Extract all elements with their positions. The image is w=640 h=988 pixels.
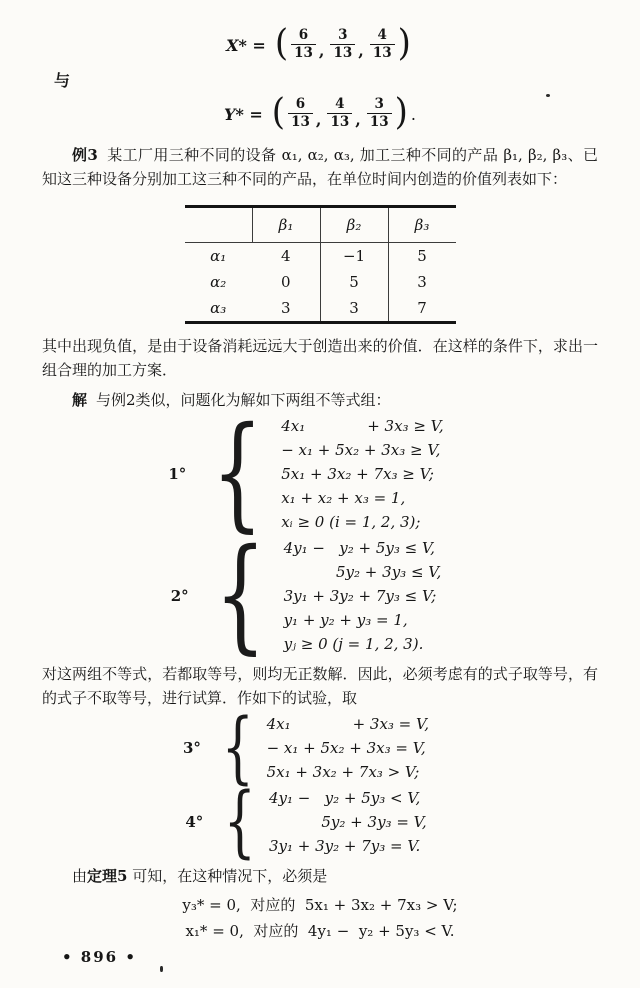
system-lines — [267, 712, 429, 784]
column-header: β₂ — [320, 207, 388, 243]
table-cell: 5 — [320, 269, 388, 295]
table-row — [185, 269, 456, 295]
formula-lhs: Y* = — [224, 104, 263, 124]
page-number: • 896 • — [62, 948, 137, 966]
comma: , — [355, 109, 361, 129]
theorem-label: 定理5 — [87, 867, 128, 885]
table-header-row — [185, 207, 456, 243]
ink-speck — [160, 966, 163, 972]
formula-y-star — [42, 91, 598, 137]
equation-line: − x₁ + 5x₂ + 3x₃ = V, — [266, 739, 426, 757]
numerator: 4 — [335, 96, 345, 113]
row-label: α₃ — [210, 299, 227, 317]
formula-tail: . — [410, 104, 416, 124]
column-header: β₃ — [388, 207, 456, 243]
table-row — [185, 295, 456, 323]
numerator: 6 — [298, 27, 309, 44]
table-body — [185, 243, 456, 323]
trial-paragraph — [42, 662, 598, 710]
equation-line: 5x₁ + 3x₂ + 7x₃ ≥ V; — [281, 465, 434, 483]
denominator: 13 — [370, 44, 395, 62]
table-header — [185, 207, 456, 243]
conclusion-block — [42, 892, 598, 944]
row-label: α₁ — [210, 247, 227, 265]
intro-paragraph — [42, 143, 598, 191]
table-cell: 3 — [320, 295, 388, 323]
denominator: 13 — [367, 113, 392, 131]
negative-value-paragraph — [42, 334, 598, 382]
equation-line: 5y₂ + 3y₃ = V, — [268, 813, 427, 831]
negative-value-text: 其中出现负值，是由于设备消耗远远大于创造出来的价值．在这样的条件下，求出一组合理的加工方案． — [42, 337, 598, 379]
equation-line: y₁ + y₂ + y₃ = 1, — [283, 611, 408, 629]
formula-x-star — [42, 22, 598, 68]
solution-label: 解 — [72, 391, 88, 409]
comma: , — [315, 109, 322, 129]
equation-line: 3y₁ + 3y₂ + 7y₃ ≤ V; — [283, 587, 437, 605]
trial-text: 对这两组不等式，若都取等号，则均无正数解．因此，必须考虑有的式子取等号，有的式子不取等号，进行试算．作如下的试验，取 — [42, 665, 598, 707]
ink-speck — [546, 94, 550, 97]
open-paren: ( — [274, 21, 289, 65]
equation-line: 4y₁ − y₂ + 5y₃ < V, — [268, 789, 421, 807]
equation-line: − x₁ + 5x₂ + 3x₃ ≥ V, — [281, 441, 441, 459]
left-brace: { — [212, 401, 264, 546]
table-cell: 0 — [280, 273, 291, 291]
open-paren: ( — [271, 90, 286, 134]
theorem-paragraph — [42, 864, 598, 888]
table-cell: 4 — [280, 247, 291, 265]
system-lines — [281, 414, 443, 534]
table-cell: 7 — [388, 295, 456, 323]
numerator: 6 — [295, 96, 306, 113]
equation-system-2 — [28, 523, 584, 668]
system-lines — [284, 536, 442, 656]
fraction — [370, 28, 395, 61]
theorem-text: 可知，在这种情况下，必须是 — [127, 867, 328, 885]
equation-system-1 — [28, 401, 584, 546]
conclusion-line: y₃* = 0, 对应的 5x₁ + 3x₂ + 7x₃ > V; — [182, 896, 458, 914]
denominator: 13 — [330, 44, 355, 62]
equation-line: x₁ + x₂ + x₃ = 1, — [281, 489, 406, 507]
equation-line: 4x₁ + 3x₃ ≥ V, — [281, 417, 444, 435]
theorem-pre: 由 — [72, 867, 88, 885]
table-cell: 3 — [280, 299, 291, 317]
fraction — [330, 28, 355, 61]
solution-paragraph — [42, 388, 598, 412]
example-label: 例3 — [72, 146, 98, 164]
comma: , — [318, 40, 325, 60]
value-table — [185, 205, 456, 324]
denominator: 13 — [288, 113, 313, 131]
numerator: 3 — [338, 27, 348, 44]
intro-text: 某工厂用三种不同的设备 α₁, α₂, α₃, 加工三种不同的产品 β₁, β₂, β₃、已知这三种设备分别加工这三种不同的产品，在单位时间内创造的价值列表如下： — [42, 146, 599, 188]
close-paren: ) — [394, 90, 408, 134]
system-lines — [269, 786, 427, 858]
numerator: 4 — [377, 27, 387, 44]
connector-text: 与 — [54, 71, 71, 90]
equation-line: 3y₁ + 3y₂ + 7y₃ = V. — [268, 837, 421, 855]
equation-line: 5x₁ + 3x₂ + 7x₃ > V; — [266, 763, 420, 781]
fraction — [327, 97, 352, 130]
close-paren: ) — [397, 21, 411, 65]
system-label: 3° — [182, 739, 201, 757]
column-header: β₁ — [252, 207, 320, 243]
numerator: 3 — [374, 96, 384, 113]
table-cell: −1 — [320, 243, 388, 270]
left-brace: { — [223, 776, 257, 867]
equation-system-4 — [28, 776, 584, 867]
fraction — [367, 97, 392, 130]
system-label: 1° — [168, 465, 187, 483]
corner-cell — [185, 207, 253, 243]
conclusion-line: x₁* = 0, 对应的 4y₁ − y₂ + 5y₃ < V. — [185, 922, 455, 940]
equation-line: 5y₂ + 3y₃ ≤ V, — [283, 563, 442, 581]
solution-text: 与例2类似，问题化为解如下两组不等式组： — [96, 391, 391, 409]
table-cell: 3 — [388, 269, 456, 295]
fraction — [288, 97, 313, 130]
system-label: 4° — [185, 813, 204, 831]
row-label: α₂ — [210, 273, 227, 291]
table-cell: 5 — [388, 243, 456, 270]
equation-line: 4y₁ − y₂ + 5y₃ ≤ V, — [283, 539, 435, 557]
fraction — [291, 28, 316, 61]
formula-lhs: X* = — [226, 35, 266, 55]
comma: , — [358, 40, 364, 60]
table-row — [185, 243, 456, 270]
system-label: 2° — [170, 587, 189, 605]
left-brace: { — [214, 523, 266, 668]
equation-line: 4x₁ + 3x₃ = V, — [266, 715, 429, 733]
equation-line: yⱼ ≥ 0 (j = 1, 2, 3). — [283, 635, 424, 653]
denominator: 13 — [291, 44, 316, 62]
left-brace: { — [221, 702, 254, 793]
denominator: 13 — [327, 113, 352, 131]
equation-line: xᵢ ≥ 0 (i = 1, 2, 3); — [281, 513, 421, 531]
equation-system-3 — [28, 702, 584, 793]
